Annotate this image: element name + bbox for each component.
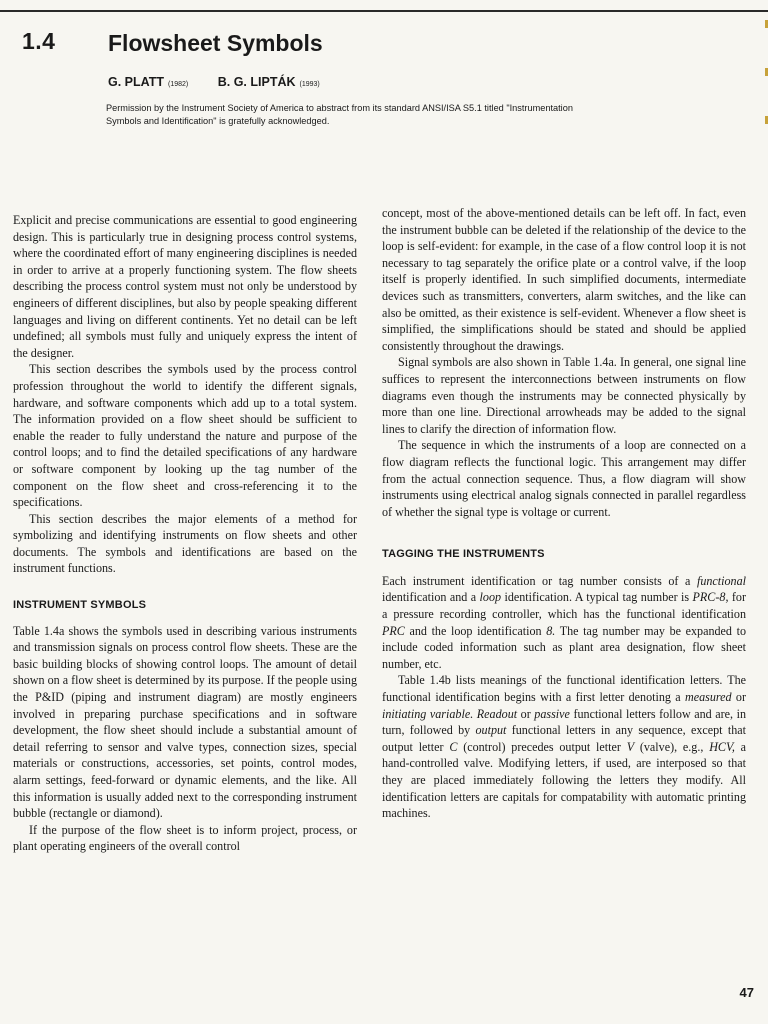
paragraph: If the purpose of the flow sheet is to inform project, process, or plant operating engineers of the overall control [13,822,357,854]
section-number: 1.4 [22,28,56,54]
author-2-year: (1993) [299,81,320,88]
author-2: B. G. LIPTÁK [217,75,296,89]
paragraph: Signal symbols are also shown in Table 1.4a. In general, one signal line suffices to represent the interconnections between instruments on flow diagrams even though the instruments may be connected physically by more than one line. Directional arrowheads may be added to the signal lines to clarify the direction of information flow. [382,355,746,436]
paragraph: Table 1.4b lists meanings of the functional identification letters. The functional identification begins with a first letter denoting a measured or initiating variable. Readout or passive functional letters follow and are, in turn, followed by output functional letters in any sequence, except that output letter C (control) precedes output letter V (valve), e.g., HCV, a hand-controlled valve. Modifying letters, if used, are interposed so that they are placed immediately following the letters they modify. All identification letters are capitals for compatability with automatic printing machines. [382,673,747,821]
paragraph: Each instrument identification or tag number consists of a functional identification and a loop identification. A typical tag number is PRC-8, for a pressure recording controller, which has the functional identification PRC and the loop identification 8. The tag number may be expanded to include coded information such as plant area designation, flow sheet number, etc. [382,573,746,671]
paragraph: Explicit and precise communications are essential to good engineering design. This is particularly true in designing process control systems, where the coordinated effort of many engineering disciplines is needed in order to arrive at a properly functioning system. The flow sheets describing the process control system must not only be understood by engineers of different disciplines, but also by people speaking different languages and living on different continents. Yet no detail can be left undefined; all symbols must fully and uniquely express the intent of the designer. [13,213,357,360]
top-rule [0,10,768,12]
paragraph: The sequence in which the instruments of a loop are connected on a flow diagram reflects the functional logic. This arrangement may differ from the actual connection sequence. Thus, a flow diagram will show instruments using electrical analog signals connected in parallel regardless of whether the signal type is voltage or current. [382,438,746,519]
page-number: 47 [739,985,754,1000]
authors-line [108,75,320,89]
section-title: Flowsheet Symbols [108,30,323,56]
paragraph: concept, most of the above-mentioned details can be left off. In fact, even the instrument bubble can be deleted if the relationship of the device to the loop is self-evident: for example, in the case of a flow control loop it is not necessary to tag separately the orifice plate or a control valve, if the loop itself is properly identified. In such simplified documents, intermediate devices such as transmitters, converters, alarm switches, and the like can also be omitted, as their existence is self-evident. Whenever a flow sheet is simplified, the simplifications should be stated and should be applied consistently throughout the drawings. [382,206,746,353]
paragraph: This section describes the symbols used by the process control profession throughout the world to identify the different signals, hardware, and software components which add up to a total system. The information provided on a flow sheet should be sufficient to enable the reader to fully understand the nature and purpose of the control loops; and to find the detailed specifications of any hardware or software component by looking up the tag number of the component on the flow sheet and cross-referencing it to the specifications. [13,362,357,510]
left-column [13,212,357,855]
heading-instrument-symbols: INSTRUMENT SYMBOLS [13,599,147,612]
author-1-year: (1982) [168,81,189,88]
heading-tagging-instruments: TAGGING THE INSTRUMENTS [382,548,545,561]
paragraph: This section describes the major elements of a method for symbolizing and identifying instruments on flow sheets and other documents. The symbols and identifications are based on the instrument functions. [13,511,357,576]
author-1: G. PLATT [108,75,165,89]
paragraph: Table 1.4a shows the symbols used in describing various instruments and transmission signals on process control flow sheets. These are the basic building blocks of showing control loops. The amount of detail shown on a flow sheet is determined by its purpose. If the people using the P&ID (piping and instrument diagram) are mostly engineers involved in preparing purchase specifications and in software development, the flow sheet should include a substantial amount of detail referring to sensor and valve types, connection sizes, special materials or constructions, accessories, set points, control modes, alarm settings, feed-forward or dynamic elements, and the like. All this information is usually added next to the corresponding instrument bubble (rectangle or diamond). [13,623,357,821]
right-column [382,205,746,822]
permission-note: Permission by the Instrument Society of America to abstract from its standard ANSI/ISA S5.1 titled "Instrumentation Symbols and Identification" is gratefully acknowledged. [106,103,573,126]
